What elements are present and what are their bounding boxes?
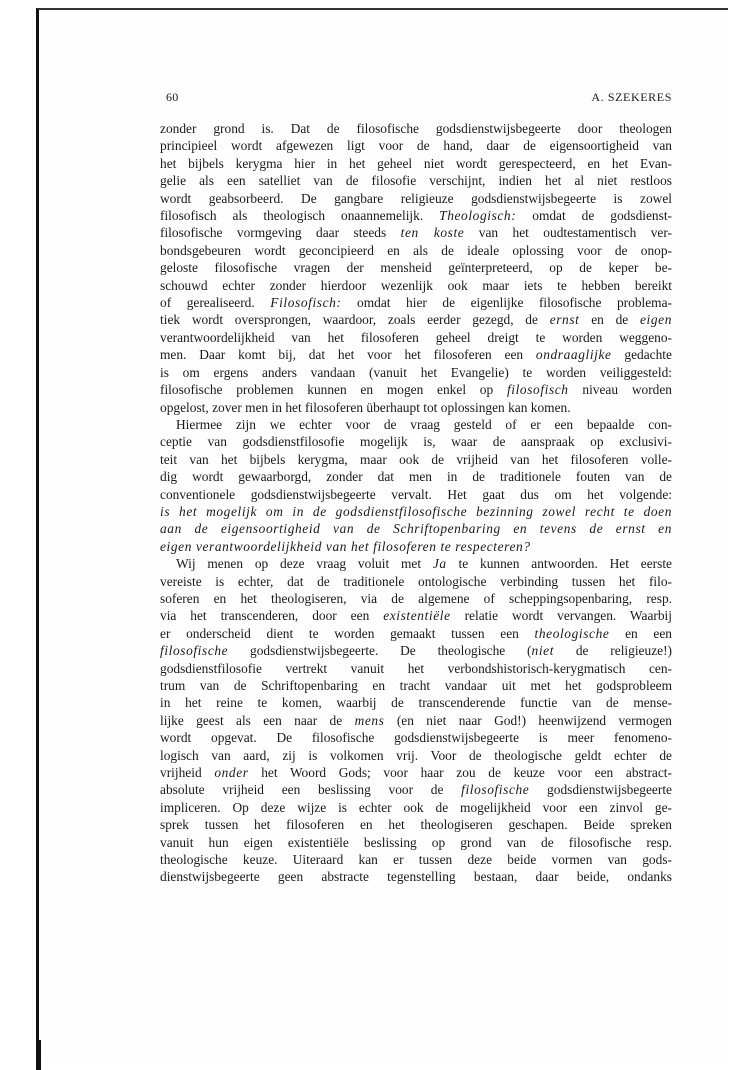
italic-question-line: aan de eigensoortigheid van de Schriftopenbaring en tevens de ernst en [160,521,672,537]
text-line: tiek wordt oversprongen, waardoor, zoals eerder gezegd, de ernst en de eigen [160,312,672,328]
text-line: principieel wordt afgewezen ligt voor de hand, daar de eigensoortigheid van [160,138,672,154]
text-line: vanuit hun eigen existentiële beslissing op grond van de filosofische resp. [160,834,672,850]
text-line: trum van de Schriftopenbaring en tracht vandaar uit met het godsprobleem [160,678,672,693]
emphasis: eigen [640,312,672,328]
italic-question-line: eigen verantwoordelijkheid van het filosoferen te respecteren? [160,538,531,554]
running-header [166,90,672,105]
paragraph-1 [160,120,672,416]
emphasis: Ja [432,556,447,572]
emphasis: filosofische [461,782,530,798]
text-line: Wij menen op deze vraag voluit met Ja te kunnen antwoorden. Het eerste [176,556,672,572]
text-line: of gerealiseerd. Filosofisch: omdat hier de eigenlijke filosofische problema- [160,295,673,311]
text-line: Hiermee zijn we echter voor de vraag gesteld of er een bepaalde con- [176,416,672,432]
running-head-author: A. SZEKERES [591,90,672,104]
body-text [160,120,672,886]
emphasis: ondraaglijke [535,347,612,363]
text-line: geloste filosofische vragen der mensheid geïnterpreteerd, op de keper be- [160,260,672,276]
emphasis: mens [354,712,385,728]
text-line: bondsgebeuren wordt geconcipieerd en als de ideale oplossing voor de onop- [160,242,672,258]
text-line: ceptie van godsdienstfilosofie mogelijk is, waar de aanspraak op exclusivi- [160,434,672,450]
emphasis: filosofisch [506,382,569,398]
text-line: zonder grond is. Dat de filosofische godsdienstwijsbegeerte door theologen [160,121,672,136]
text-line: filosofische vormgeving daar steeds ten koste van het oudtestamentisch ver- [160,225,672,241]
emphasis: theologische [534,625,610,641]
emphasis: Theologisch: [439,208,517,224]
emphasis: ernst [549,312,580,328]
emphasis: onder [214,765,249,781]
text-line: filosofisch als theologisch onaannemelijk. Theologisch: omdat de godsdienst- [160,208,673,224]
page-number: 60 [166,90,179,104]
italic-question-line: is het mogelijk om in de godsdienstfilosofische bezinning zowel recht te doen [160,503,672,519]
text-line: vereiste is echter, dat de traditionele ontologische verbinding tussen het filo- [160,573,672,589]
text-line: theologische keuze. Uiteraard kan er tussen deze beide vormen van gods- [160,852,672,868]
text-line: sprek tussen het filosoferen en het theologiseren geschapen. Beide spreken [160,817,672,833]
text-line: vrijheid onder het Woord Gods; voor haar zou de keuze voor een abstract- [160,765,672,781]
emphasis: niet [531,643,555,659]
text-line: in het reine te komen, waarbij de transcenderende functie van de mense- [160,695,672,711]
text-line: wordt opgevat. De filosofische godsdienstwijsbegeerte is meer fenomeno- [160,730,672,746]
text-line: soferen en het theologiseren, via de algemene of scheppingsopenbaring, resp. [160,590,672,606]
text-line: godsdienstfilosofie vertrekt vanuit het verbondshistorisch-kerygmatisch cen- [160,660,672,676]
text-line: dienstwijsbegeerte geen abstracte tegenstelling bestaan, daar beide, ondanks [160,869,672,885]
text-line: via het transcenderen, door een existentiële relatie wordt vervangen. Waarbij [160,608,672,624]
text-line: teit van het bijbels kerygma, maar ook de vrijheid van het filosoferen volle- [160,451,672,467]
text-line: schouwd echter zonder hierdoor wezenlijk ook maar iets te hebben bereikt [160,277,672,293]
paragraph-3 [160,555,672,886]
text-line: verantwoordelijkheid van het filosoferen geheel dreigt te worden weggeno- [160,329,672,345]
emphasis: ten koste [400,225,465,241]
text-line: lijke geest als een naar de mens (en niet naar God!) heenwijzend vermogen [160,712,672,728]
text-line: is om ergens anders vandaan (vanuit het Evangelie) te worden veiliggesteld: [160,364,672,380]
text-line: er onderscheid dient te worden gemaakt tussen een theologische en een [160,625,673,641]
text-line: logisch van aard, zij is volkomen vrij. Voor de theologische geldt echter de [160,747,672,763]
text-line: opgelost, zover men in het filosoferen überhaupt tot oplossingen kan komen. [160,399,571,415]
emphasis: existentiële [383,608,451,624]
text-line: filosofische godsdienstwijsbegeerte. De theologische (niet de religieuze!) [160,643,672,659]
paragraph-2 [160,416,672,555]
text-line: het bijbels kerygma hier in het geheel niet wordt gerespecteerd, en het Evan- [160,155,672,171]
text-line: impliceren. Op deze wijze is echter ook de mogelijkheid voor een zinvol ge- [160,799,672,815]
text-line: absolute vrijheid een beslissing voor de filosofische godsdienstwijsbegeerte [160,782,672,798]
text-line: gelie als een satelliet van de filosofie verschijnt, indien het al niet restloos [160,173,672,189]
text-line: conventionele godsdienstwijsbegeerte vervalt. Het gaat dus om het volgende: [160,486,672,502]
emphasis: Filosofisch: [270,295,342,311]
text-line: dig wordt gewaarborgd, zonder dat men in de traditionele fouten van de [160,469,672,485]
text-line: filosofische problemen kunnen en mogen enkel op filosofisch niveau worden [160,382,672,398]
text-line: wordt geabsorbeerd. De gangbare religieuze godsdienstwijsbegeerte is zowel [160,190,672,206]
emphasis: filosofische [160,643,229,659]
text-line: men. Daar komt bij, dat het voor het filosoferen een ondraaglijke gedachte [160,347,672,363]
